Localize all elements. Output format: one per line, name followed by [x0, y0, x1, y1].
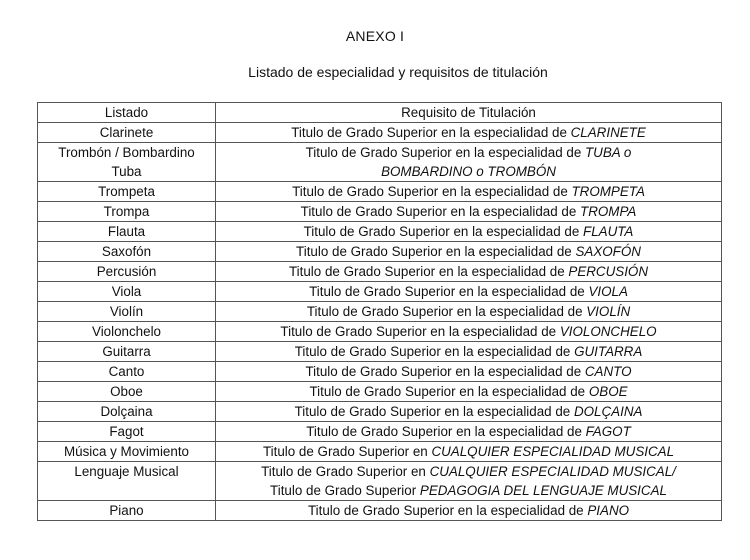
cell-requisito	[216, 302, 722, 322]
cell-requisito	[216, 262, 722, 282]
requisito-especialidad-line-2: PEDAGOGIA DEL LENGUAJE MUSICAL	[419, 483, 667, 498]
requisito-especialidad: DOLÇAINA	[573, 404, 643, 419]
cell-requisito	[216, 322, 722, 342]
requisito-especialidad: SAXOFÓN	[575, 244, 641, 259]
requisito-prefix: Titulo de Grado Superior en la especialidad de	[296, 244, 576, 259]
cell-listado: Música y Movimiento	[38, 442, 216, 462]
requisito-prefix: Titulo de Grado Superior en la especialidad de	[294, 344, 575, 359]
cell-listado: Flauta	[38, 222, 216, 242]
requirements-table	[37, 102, 722, 521]
requisito-prefix: Titulo de Grado Superior en la especialidad de	[288, 264, 569, 279]
requisito-especialidad: VIOLONCHELO	[559, 324, 657, 339]
cell-listado: Canto	[38, 362, 216, 382]
requisito-especialidad: PERCUSIÓN	[568, 264, 649, 279]
table-row	[38, 362, 722, 382]
requisito-especialidad: GUITARRA	[574, 344, 643, 359]
cell-listado: Trompa	[38, 202, 216, 222]
requisito-prefix: Titulo de Grado Superior en	[261, 464, 430, 479]
requisito-prefix: Titulo de Grado Superior en	[262, 444, 432, 459]
table-row	[38, 501, 722, 521]
table-row	[38, 382, 722, 402]
table-row	[38, 143, 722, 182]
requisito-especialidad: VIOLA	[588, 284, 628, 299]
cell-requisito	[216, 342, 722, 362]
requisito-especialidad: CUALQUIER ESPECIALIDAD MUSICAL/	[429, 464, 676, 479]
cell-listado: Saxofón	[38, 242, 216, 262]
cell-listado: Guitarra	[38, 342, 216, 362]
cell-requisito	[216, 242, 722, 262]
requisito-prefix: Titulo de Grado Superior en la especialidad de	[303, 224, 584, 239]
requisito-especialidad: CANTO	[584, 364, 632, 379]
table-row	[38, 202, 722, 222]
requisito-especialidad: OBOE	[588, 384, 628, 399]
header-requisito: Requisito de Titulación	[216, 103, 722, 123]
requisito-especialidad: CLARINETE	[570, 125, 646, 140]
header-listado: Listado	[38, 103, 216, 123]
requisito-prefix: Titulo de Grado Superior en la especialidad de	[291, 125, 571, 140]
table-row	[38, 123, 722, 143]
cell-requisito	[216, 362, 722, 382]
cell-requisito	[216, 202, 722, 222]
document-subtitle: Listado de especialidad y requisitos de titulación	[248, 64, 548, 80]
table-row	[38, 342, 722, 362]
requisito-prefix: Titulo de Grado Superior en la especialidad de	[292, 184, 572, 199]
requisito-especialidad: TROMPETA	[571, 184, 645, 199]
cell-listado: Oboe	[38, 382, 216, 402]
requisito-prefix: Titulo de Grado Superior en la especialidad de	[280, 324, 560, 339]
requisito-especialidad-line-2: BOMBARDINO o TROMBÓN	[381, 164, 556, 179]
cell-requisito	[216, 462, 722, 501]
table-row	[38, 222, 722, 242]
table-row	[38, 442, 722, 462]
cell-listado: Fagot	[38, 422, 216, 442]
requisito-prefix: Titulo de Grado Superior en la especialidad de	[305, 364, 585, 379]
cell-listado: Trompeta	[38, 182, 216, 202]
requisito-prefix: Titulo de Grado Superior en la especialidad de	[309, 284, 589, 299]
cell-requisito	[216, 143, 722, 182]
table-row	[38, 402, 722, 422]
cell-requisito	[216, 222, 722, 242]
requisito-prefix-line-2: Titulo de Grado Superior	[270, 483, 420, 498]
table-header-row	[38, 103, 722, 123]
cell-listado: Violonchelo	[38, 322, 216, 342]
requisito-prefix: Titulo de Grado Superior en la especialidad de	[305, 145, 585, 160]
cell-requisito	[216, 382, 722, 402]
listado-line-1: Trombón / Bombardino	[58, 145, 195, 160]
requisito-prefix: Titulo de Grado Superior en la especialidad de	[306, 424, 586, 439]
requisito-prefix: Titulo de Grado Superior en la especialidad de	[306, 304, 587, 319]
listado-line-2: Tuba	[111, 164, 142, 179]
cell-requisito	[216, 123, 722, 143]
requisito-prefix: Titulo de Grado Superior en la especialidad de	[300, 204, 581, 219]
cell-listado: Clarinete	[38, 123, 216, 143]
table-row	[38, 182, 722, 202]
cell-requisito	[216, 282, 722, 302]
cell-listado	[38, 143, 216, 182]
cell-listado: Dolçaina	[38, 402, 216, 422]
cell-listado: Piano	[38, 501, 216, 521]
requisito-especialidad: TROMPA	[580, 204, 637, 219]
cell-listado: Percusión	[38, 262, 216, 282]
requisito-especialidad: CUALQUIER ESPECIALIDAD MUSICAL	[431, 444, 675, 459]
cell-requisito	[216, 182, 722, 202]
requisito-especialidad: TUBA o	[585, 145, 632, 160]
cell-listado: Viola	[38, 282, 216, 302]
cell-listado: Violín	[38, 302, 216, 322]
requisito-especialidad: VIOLÍN	[586, 304, 631, 319]
requisito-prefix: Titulo de Grado Superior en la especialidad de	[294, 404, 574, 419]
cell-requisito	[216, 501, 722, 521]
table-row	[38, 262, 722, 282]
table-row	[38, 302, 722, 322]
requisito-especialidad: PIANO	[587, 503, 630, 518]
requisito-especialidad: FLAUTA	[583, 224, 634, 239]
table-row	[38, 242, 722, 262]
requisito-prefix: Titulo de Grado Superior en la especialidad de	[307, 503, 588, 518]
table-row	[38, 462, 722, 501]
document-title: ANEXO I	[345, 28, 405, 44]
table-row	[38, 282, 722, 302]
cell-listado: Lenguaje Musical	[38, 462, 216, 501]
cell-requisito	[216, 422, 722, 442]
table-row	[38, 422, 722, 442]
table-row	[38, 322, 722, 342]
cell-requisito	[216, 402, 722, 422]
cell-requisito	[216, 442, 722, 462]
requisito-prefix: Titulo de Grado Superior en la especialidad de	[309, 384, 589, 399]
requisito-especialidad: FAGOT	[585, 424, 631, 439]
